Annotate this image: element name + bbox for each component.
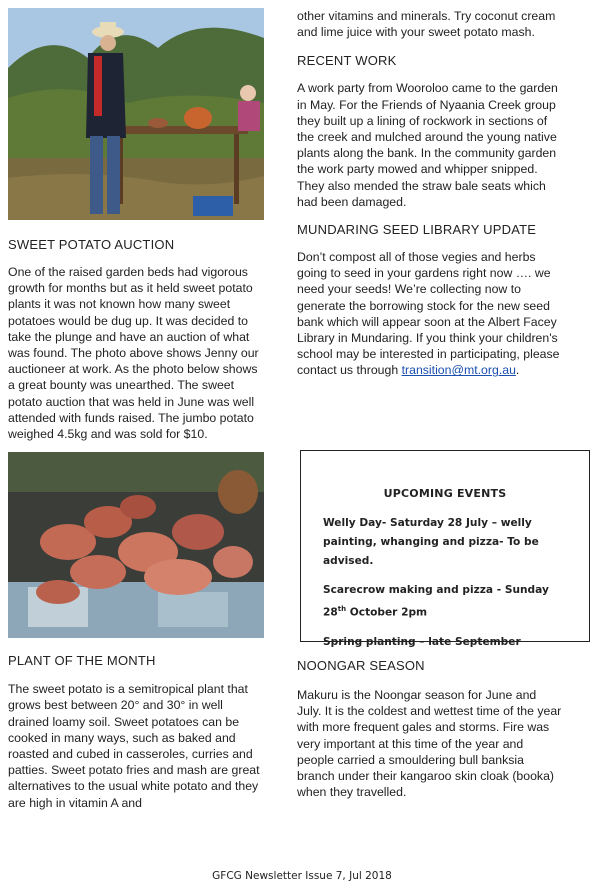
noongar-section bbox=[297, 658, 562, 800]
auction-text: One of the raised garden beds had vigorous growth for months but as it held sweet potato plants it was not known how many sweet potatoes would be dug up. It was decided to take the plunge and have an auction of what was found. The photo above shows Jenny our auctioneer at work. As the photo below shows a great bounty was unearthed. The sweet potato auction that was held in June was well attended with funds raised. The jumbo potato weighed 4.5kg and was sold for $10. bbox=[8, 265, 259, 442]
event-scarecrow bbox=[323, 581, 573, 623]
upcoming-events-box bbox=[300, 450, 590, 648]
noongar-text: Makuru is the Noongar season for June and July. It is the coldest and wettest time of the year with more frequent gales and storms. Fire was very important at this time of the year and people carried a smouldering bull banksia branch under their kangaroo skin cloak (booka) when they travelled. bbox=[297, 688, 562, 800]
plant-text: The sweet potato is a semitropical plant that grows best between 20° and 30° in well drained loamy soil. Sweet potatoes can be cooked in many ways, such as baked and roasted and cubed in casseroles, curries and patties. Sweet potato fries and mash are great alternatives to the usual white potato and they are high in vitamin A and bbox=[8, 682, 260, 810]
seed-library-heading: MUNDARING SEED LIBRARY UPDATE bbox=[297, 222, 537, 238]
event-welly-day: Welly Day- Saturday 28 July – welly painting, whanging and pizza- To be advised. bbox=[323, 517, 539, 567]
event-spring-planting: Spring planting – late September bbox=[323, 635, 521, 648]
plant-heading: PLANT OF THE MONTH bbox=[8, 653, 156, 669]
sweet-potato-photo bbox=[8, 452, 264, 638]
continued-text: other vitamins and minerals. Try coconut cream and lime juice with your sweet potato mash. bbox=[297, 9, 556, 40]
recent-work-text: A work party from Wooroloo came to the garden in May. For the Friends of Nyaania Creek group they built up a lining of rockwork in sections of the creek and mulched around the young native plants along the bank. In the community garden the work party mowed and whipper snipped. They also mended the straw bale seats which had been damaged. bbox=[297, 81, 558, 209]
right-column bbox=[297, 8, 562, 379]
email-link[interactable]: transition@mt.org.au bbox=[401, 363, 516, 378]
auction-heading: SWEET POTATO AUCTION bbox=[8, 237, 175, 252]
seed-text-end: . bbox=[515, 363, 520, 378]
seed-library-text bbox=[297, 249, 562, 379]
event-scarecrow-date: October 2pm bbox=[346, 606, 428, 619]
event-scarecrow-sup: th bbox=[337, 605, 347, 613]
noongar-heading: NOONGAR SEASON bbox=[297, 658, 425, 673]
auction-photo bbox=[8, 8, 264, 220]
event-scarecrow-text: Scarecrow making and pizza - Sunday 28 bbox=[323, 584, 549, 619]
recent-work-heading: RECENT WORK bbox=[297, 53, 397, 69]
seed-text-body: Don’t compost all of those vegies and herbs going to seed in your gardens right now …. we need your seeds! We’re collecting now to generate the borrowing stock for the new seed bank which will appear soon at the Albert Facey Library in Mundaring. If you think your children's school may be interested in participating, please contact us through bbox=[297, 250, 560, 378]
events-title: UPCOMING EVENTS bbox=[383, 487, 507, 500]
page-footer: GFCG Newsletter Issue 7, Jul 2018 bbox=[212, 870, 392, 882]
left-column bbox=[8, 8, 266, 811]
